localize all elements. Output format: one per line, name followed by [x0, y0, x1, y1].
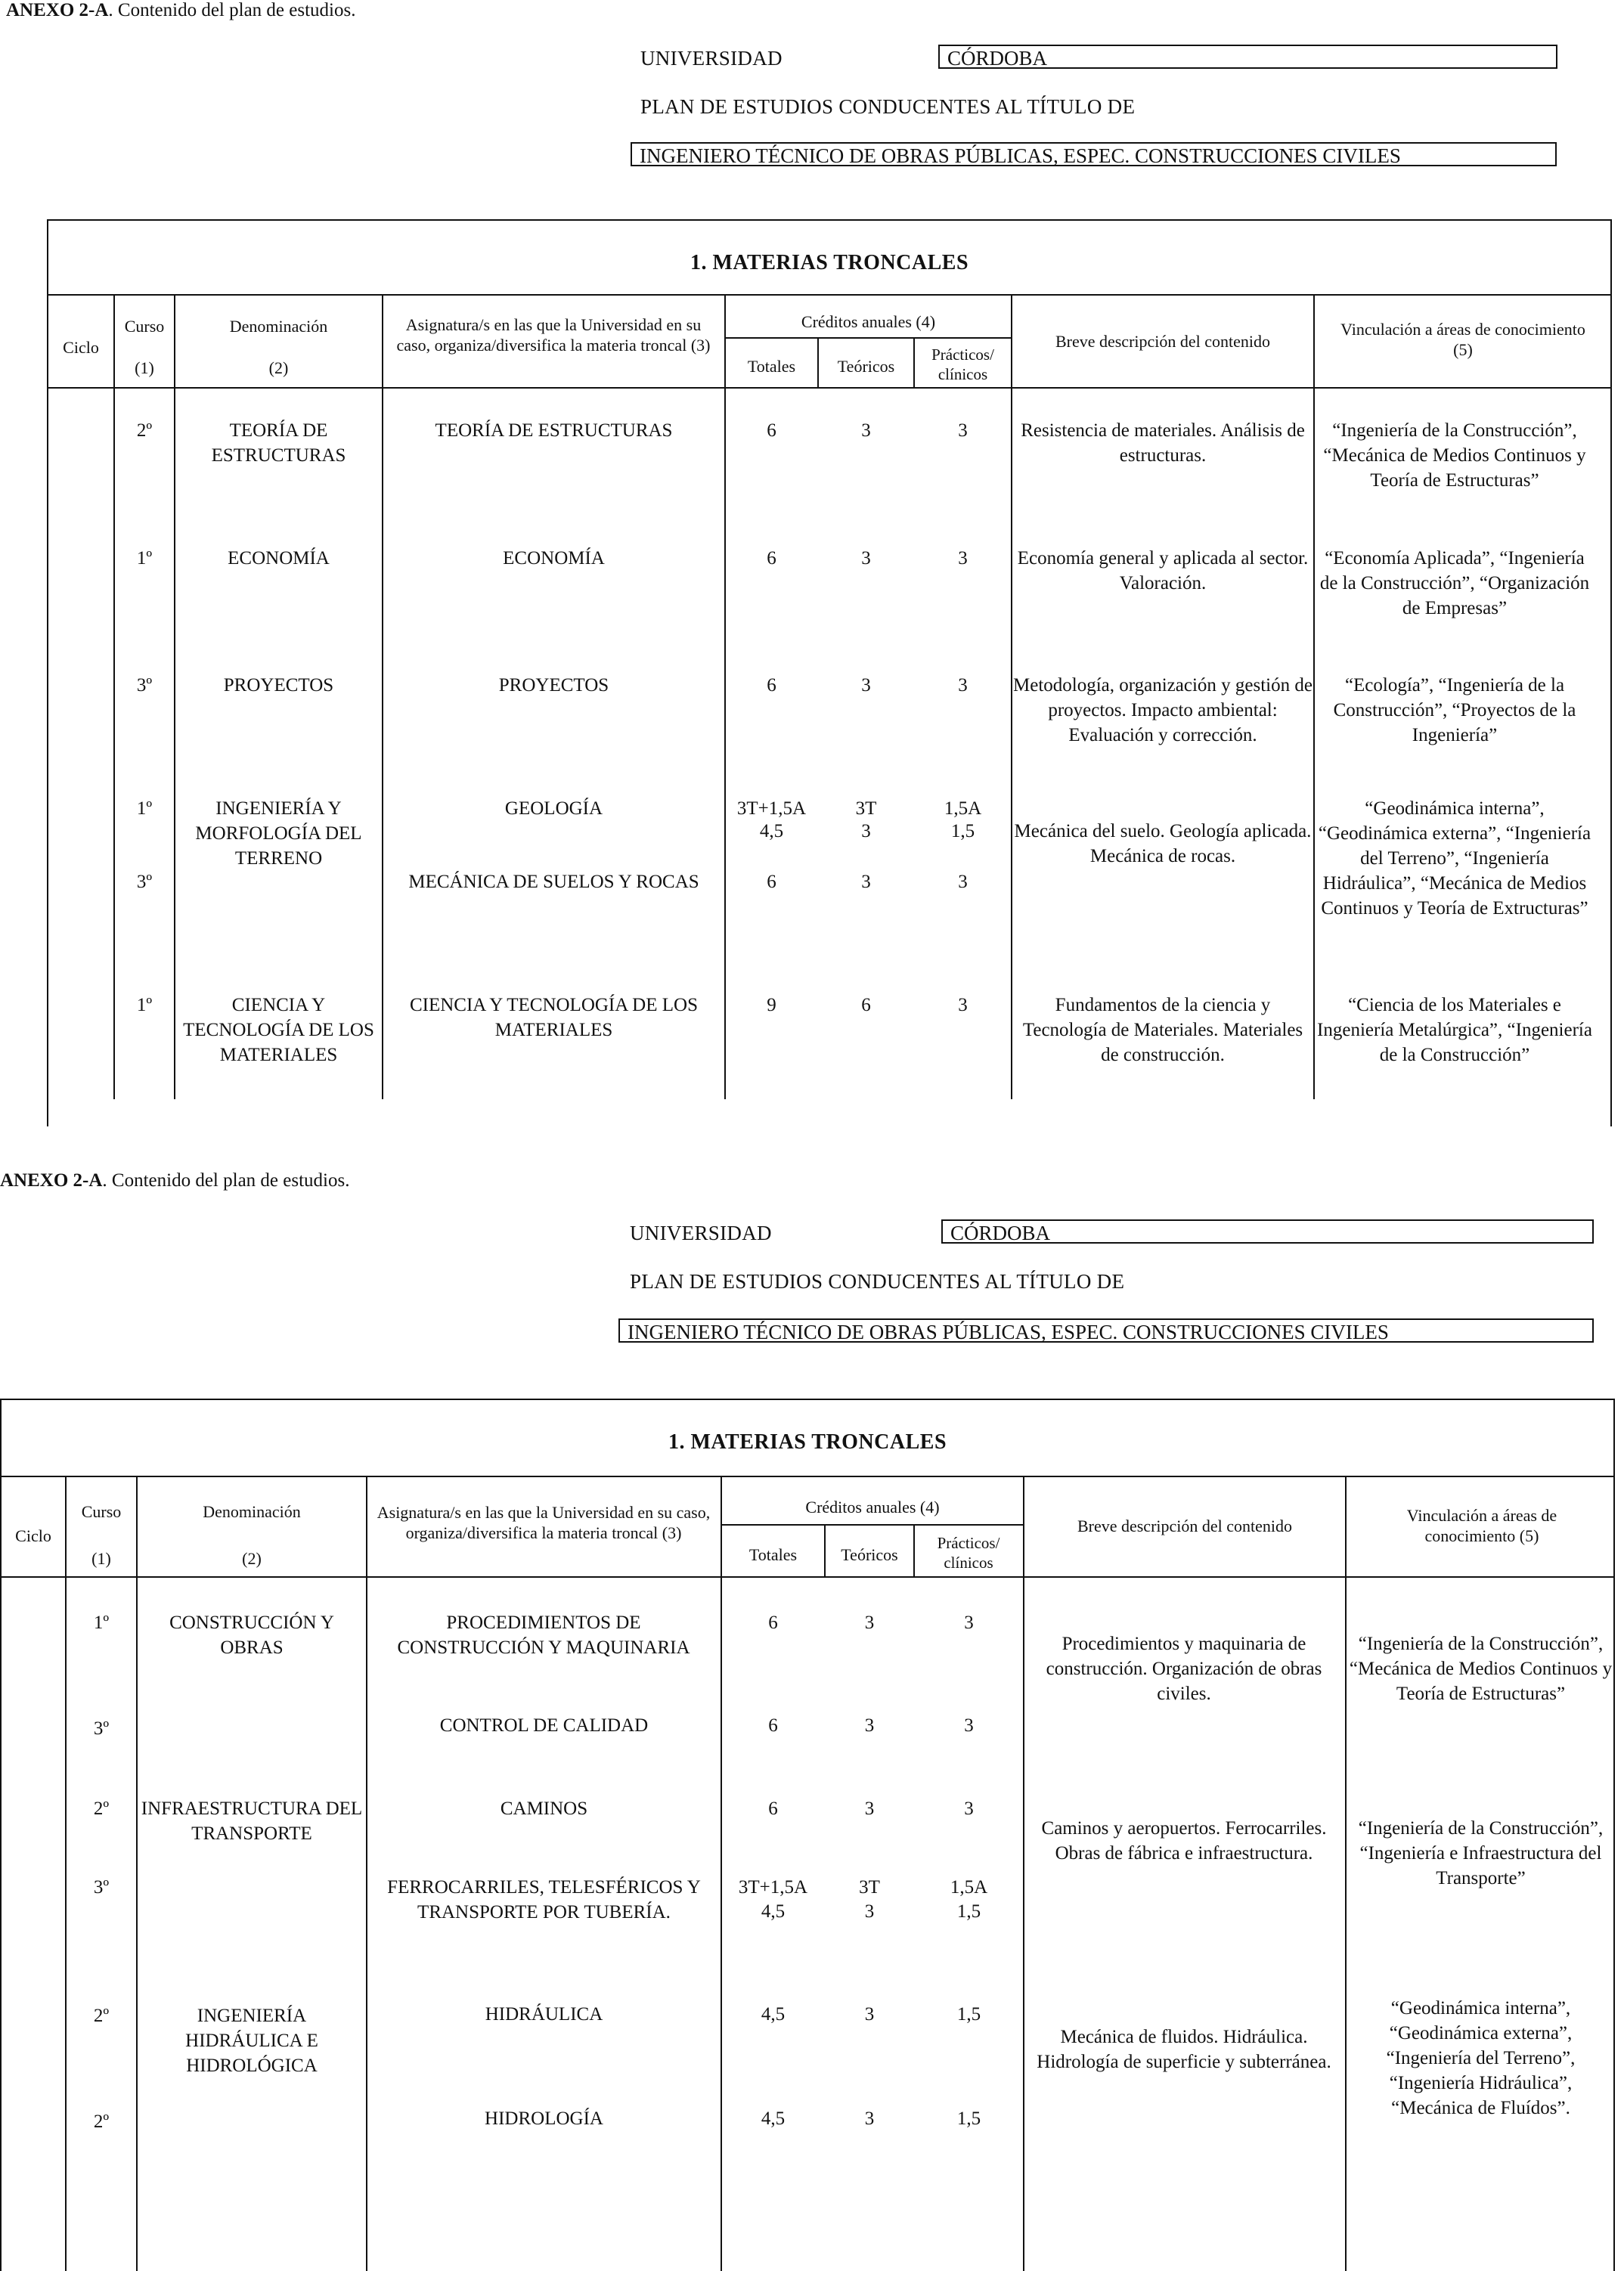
row-vinculacion: “Geodinámica interna”, “Geodinámica externa”, “Ingeniería del Terreno”, “Ingeniería Hidráulica”, “Mecánica de Fluídos”.	[1386, 1998, 1576, 2118]
col-denominacion-num: (2)	[268, 358, 289, 377]
row-asignatura: PROCEDIMIENTOS DE CONSTRUCCIÓN Y MAQUINARIA	[397, 1613, 690, 1658]
row-descripcion: Mecánica del suelo. Geología aplicada. Mecánica de rocas.	[1014, 821, 1312, 866]
annex-text: . Contenido del plan de estudios.	[108, 0, 356, 20]
row-curso: 3º	[136, 675, 153, 696]
col-asignaturas: Asignatura/s en las que la Universidad en su caso, organiza/diversifica la materia troncal (3)	[377, 1503, 711, 1542]
row-practicos: 3	[958, 548, 968, 569]
annex-heading	[6, 0, 355, 21]
col-curso-num: (1)	[91, 1549, 111, 1568]
row-totales: 3T+1,5A	[736, 798, 807, 819]
row-curso-2: 3º	[136, 872, 153, 892]
row-asignatura: CIENCIA Y TECNOLOGÍA DE LOS MATERIALES	[409, 995, 698, 1040]
row-practicos: 3	[964, 1799, 974, 1819]
row-practicos: 1,5A	[944, 798, 982, 819]
col-teoricos: Teóricos	[837, 357, 895, 376]
annex-heading	[0, 1170, 349, 1191]
table-title: 1. MATERIAS TRONCALES	[690, 251, 969, 274]
row-totales-2: 6	[768, 1715, 778, 1736]
annex-label: ANEXO 2-A	[6, 0, 109, 20]
col-denominacion: Denominación	[203, 1502, 301, 1521]
row-denominacion: INGENIERÍA Y MORFOLOGÍA DEL TERRENO	[195, 798, 362, 869]
row-teoricos-2: 3T	[859, 1877, 880, 1898]
row-totales: 6	[768, 1799, 778, 1819]
row-teoricos: 3	[864, 1799, 875, 1819]
row-totales: 6	[768, 1613, 778, 1633]
row-totales: 6	[767, 420, 776, 441]
university-value: CÓRDOBA	[938, 45, 1557, 69]
row-descripcion: Resistencia de materiales. Análisis de estructuras.	[1021, 420, 1305, 466]
row-teoricos: 3	[861, 675, 871, 696]
row-curso-2: 2º	[93, 2111, 110, 2132]
row-teoricos: 3	[864, 1613, 875, 1633]
col-teoricos: Teóricos	[841, 1545, 898, 1564]
university-label: UNIVERSIDAD	[640, 47, 783, 70]
row-totales: 6	[767, 675, 776, 696]
row-teoricos-2: 3	[864, 1715, 875, 1736]
row-denominacion: PROYECTOS	[223, 675, 334, 696]
col-totales: Totales	[747, 357, 796, 376]
university-value: CÓRDOBA	[941, 1219, 1594, 1244]
col-vinculacion: Vinculación a áreas de conocimiento (5)	[1340, 320, 1585, 359]
row-practicos-2-b: 1,5	[956, 1901, 981, 1922]
row-curso: 1º	[136, 995, 153, 1015]
row-teoricos: 3	[864, 2004, 875, 2025]
row-teoricos: 3T	[855, 798, 877, 819]
row-totales-2: 4,5	[761, 2108, 786, 2129]
row-vinculacion: “Geodinámica interna”, “Geodinámica externa”, “Ingeniería del Terreno”, “Ingeniería Hidráulica”, “Mecánica de Medios Continuos y Teoría de Extructuras”	[1318, 798, 1591, 919]
row-curso: 1º	[136, 798, 153, 819]
row-teoricos-2: 3	[864, 2108, 875, 2129]
row-curso: 2º	[136, 420, 153, 441]
row-descripcion: Procedimientos y maquinaria de construcción. Organización de obras civiles.	[1046, 1634, 1322, 1704]
col-descripcion: Breve descripción del contenido	[1055, 332, 1271, 351]
col-creditos: Créditos anuales (4)	[801, 312, 936, 331]
row-descripcion: Mecánica de fluidos. Hidráulica. Hidrología de superficie y subterránea.	[1037, 2027, 1331, 2072]
row-asignatura-2: FERROCARRILES, TELESFÉRICOS Y TRANSPORTE POR TUBERÍA.	[387, 1877, 701, 1922]
table-title: 1. MATERIAS TRONCALES	[668, 1430, 947, 1454]
row-descripcion: Fundamentos de la ciencia y Tecnología de Materiales. Materiales de construcción.	[1022, 995, 1303, 1065]
col-creditos: Créditos anuales (4)	[805, 1498, 940, 1517]
col-asignaturas: Asignatura/s en las que la Universidad en su caso, organiza/diversifica la materia troncal (3)	[396, 315, 711, 355]
university-label: UNIVERSIDAD	[630, 1222, 772, 1244]
row-totales-2-b: 4,5	[761, 1901, 786, 1922]
row-teoricos-2-b: 3	[864, 1901, 875, 1922]
row-practicos: 3	[958, 675, 968, 696]
row-curso: 2º	[93, 2006, 110, 2026]
row-descripcion: Caminos y aeropuertos. Ferrocarriles. Obras de fábrica e infraestructura.	[1041, 1818, 1327, 1864]
degree-title: INGENIERO TÉCNICO DE OBRAS PÚBLICAS, ESPEC. CONSTRUCCIONES CIVILES	[618, 1318, 1594, 1343]
row-denominacion: INGENIERÍA HIDRÁULICA E HIDROLÓGICA	[185, 2006, 318, 2076]
col-ciclo: Ciclo	[15, 1526, 51, 1545]
col-curso: Curso	[124, 317, 165, 336]
row-vinculacion: “Ciencia de los Materiales e Ingeniería Metalúrgica”, “Ingeniería de la Construcción”	[1317, 995, 1592, 1065]
row-vinculacion: “Ingeniería de la Construcción”, “Mecánica de Medios Continuos y Teoría de Estructuras”	[1349, 1634, 1613, 1704]
row-asignatura: HIDRÁULICA	[485, 2004, 603, 2025]
col-descripcion: Breve descripción del contenido	[1077, 1517, 1293, 1535]
col-practicos: Prácticos/ clínicos	[931, 345, 994, 383]
row-totales-2: 6	[767, 872, 776, 892]
row-curso: 1º	[93, 1613, 110, 1633]
row-practicos-b: 1,5	[950, 821, 975, 841]
row-practicos: 1,5	[956, 2004, 981, 2025]
col-curso-num: (1)	[135, 358, 154, 377]
degree-title: INGENIERO TÉCNICO DE OBRAS PÚBLICAS, ESPEC. CONSTRUCCIONES CIVILES	[631, 142, 1557, 166]
row-practicos-2: 1,5	[956, 2108, 981, 2129]
row-curso: 2º	[93, 1799, 110, 1819]
annex-text: . Contenido del plan de estudios.	[102, 1170, 350, 1191]
row-totales: 4,5	[761, 2004, 786, 2025]
row-curso: 1º	[136, 548, 153, 569]
row-vinculacion: “Economía Aplicada”, “Ingeniería de la Construcción”, “Organización de Empresas”	[1319, 548, 1590, 618]
row-curso-2: 3º	[93, 1718, 110, 1739]
row-asignatura-2: HIDROLOGÍA	[485, 2108, 603, 2129]
row-totales: 6	[767, 548, 776, 569]
col-totales: Totales	[748, 1545, 798, 1564]
row-teoricos: 3	[861, 420, 871, 441]
plan-label: PLAN DE ESTUDIOS CONDUCENTES AL TÍTULO DE	[630, 1270, 1125, 1293]
row-asignatura: GEOLOGÍA	[504, 798, 603, 819]
page-2	[0, 1164, 1624, 2271]
col-practicos: Prácticos/ clínicos	[937, 1534, 1000, 1572]
row-practicos-2: 3	[958, 872, 968, 892]
row-teoricos: 6	[861, 995, 871, 1015]
row-practicos-2: 1,5A	[950, 1877, 988, 1898]
row-asignatura: PROYECTOS	[498, 675, 609, 696]
row-denominacion: CONSTRUCCIÓN Y OBRAS	[169, 1613, 334, 1658]
row-denominacion: ECONOMÍA	[228, 548, 330, 569]
row-asignatura-2: CONTROL DE CALIDAD	[439, 1715, 649, 1736]
row-practicos: 3	[958, 995, 968, 1015]
row-asignatura-2: MECÁNICA DE SUELOS Y ROCAS	[408, 872, 699, 892]
col-denominacion-num: (2)	[242, 1549, 262, 1568]
row-totales-2: 3T+1,5A	[738, 1877, 808, 1898]
plan-label: PLAN DE ESTUDIOS CONDUCENTES AL TÍTULO DE	[640, 95, 1136, 118]
row-asignatura: TEORÍA DE ESTRUCTURAS	[435, 420, 673, 441]
row-practicos: 3	[958, 420, 968, 441]
row-descripcion: Metodología, organización y gestión de proyectos. Impacto ambiental: Evaluación y corrección.	[1013, 675, 1313, 745]
row-practicos-2: 3	[964, 1715, 974, 1736]
row-practicos: 3	[964, 1613, 974, 1633]
col-curso: Curso	[81, 1502, 122, 1521]
row-teoricos-2: 3	[861, 872, 871, 892]
row-denominacion: TEORÍA DE ESTRUCTURAS	[211, 420, 346, 466]
annex-label: ANEXO 2-A	[0, 1170, 103, 1191]
row-teoricos-b: 3	[861, 821, 871, 841]
row-totales-b: 4,5	[759, 821, 784, 841]
row-descripcion: Economía general y aplicada al sector. Valoración.	[1017, 548, 1309, 593]
row-teoricos: 3	[861, 548, 871, 569]
row-vinculacion: “Ingeniería de la Construcción”, “Ingeniería e Infraestructura del Transporte”	[1358, 1818, 1604, 1888]
row-asignatura: CAMINOS	[500, 1799, 588, 1819]
col-vinculacion: Vinculación a áreas de conocimiento (5)	[1406, 1506, 1557, 1545]
row-vinculacion: “Ingeniería de la Construcción”, “Mecánica de Medios Continuos y Teoría de Estructuras”	[1323, 420, 1586, 491]
row-vinculacion: “Ecología”, “Ingeniería de la Construcción”, “Proyectos de la Ingeniería”	[1333, 675, 1576, 745]
row-denominacion: INFRAESTRUCTURA DEL TRANSPORTE	[141, 1799, 363, 1844]
row-totales: 9	[767, 995, 776, 1015]
row-asignatura: ECONOMÍA	[503, 548, 605, 569]
row-denominacion: CIENCIA Y TECNOLOGÍA DE LOS MATERIALES	[183, 995, 374, 1065]
col-ciclo: Ciclo	[63, 338, 99, 357]
col-denominacion: Denominación	[229, 317, 328, 336]
row-curso-2: 3º	[93, 1877, 110, 1898]
